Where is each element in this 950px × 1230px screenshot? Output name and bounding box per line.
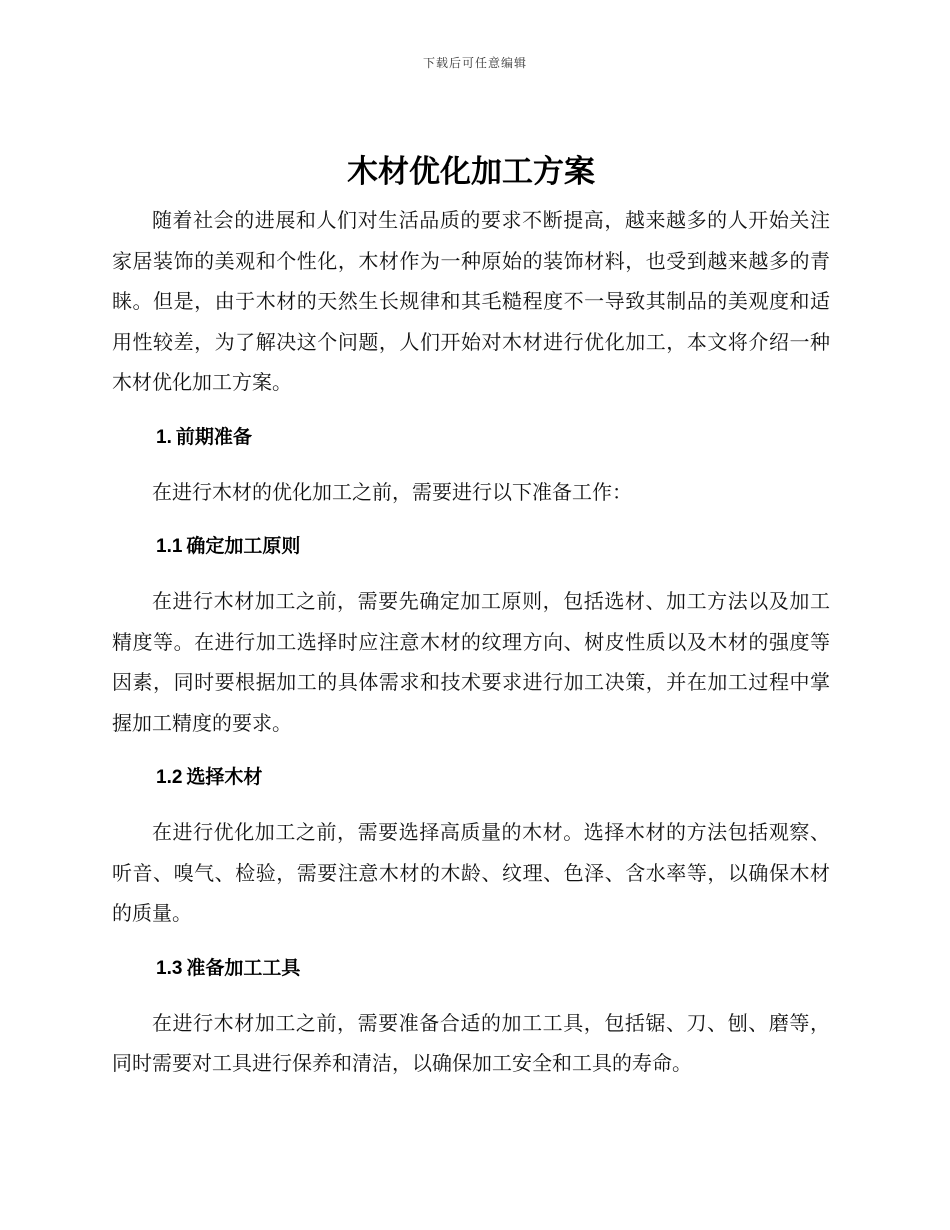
- header-note: 下载后可任意编辑: [422, 56, 527, 70]
- section-paragraph-1: 在进行木材的优化加工之前，需要进行以下准备工作：: [152, 479, 632, 504]
- section-number: 1.: [156, 426, 172, 448]
- section-heading-1: [112, 417, 830, 458]
- section-paragraph-1-2: 在进行优化加工之前，需要选择高质量的木材。选择木材的方法包括观察、听音、嗅气、检验，需要注意木材的木龄、纹理、色泽、含水率等，以确保木材的质量。: [112, 820, 830, 925]
- section-heading-1-1: [112, 526, 830, 567]
- section-title: 选择木材: [186, 766, 263, 788]
- document-body: [112, 150, 830, 1084]
- document-title: 木材优化加工方案: [347, 154, 595, 190]
- section-number: 1.1: [156, 536, 183, 557]
- section-number: 1.3: [156, 957, 183, 979]
- section-heading-1-3: [112, 948, 830, 989]
- section-title: 准备加工工具: [186, 956, 301, 979]
- section-paragraph-1-1: 在进行木材加工之前，需要先确定加工原则，包括选材、加工方法以及加工精度等。在进行加工选择时应注意木材的纹理方向、树皮性质以及木材的强度等因素，同时要根据加工的具体需求和技术要求进行加工决策，并在加工过程中掌握加工精度的要求。: [112, 589, 830, 735]
- section-title: 前期准备: [175, 425, 252, 448]
- intro-paragraph: 随着社会的进展和人们对生活品质的要求不断提高，越来越多的人开始关注家居装饰的美观和个性化，木材作为一种原始的装饰材料，也受到越来越多的青睐。但是，由于木材的天然生长规律和其毛糙程度不一导致其制品的美观度和适用性较差，为了解决这个问题，人们开始对木材进行优化加工，本文将介绍一种木材优化加工方案。: [112, 208, 830, 394]
- section-number: 1.2: [156, 767, 183, 788]
- section-paragraph-1-3: 在进行木材加工之前，需要准备合适的加工工具，包括锯、刀、刨、磨等，同时需要对工具进行保养和清洁，以确保加工安全和工具的寿命。: [112, 1010, 830, 1075]
- section-title: 确定加工原则: [186, 535, 301, 557]
- section-heading-1-2: [112, 757, 830, 798]
